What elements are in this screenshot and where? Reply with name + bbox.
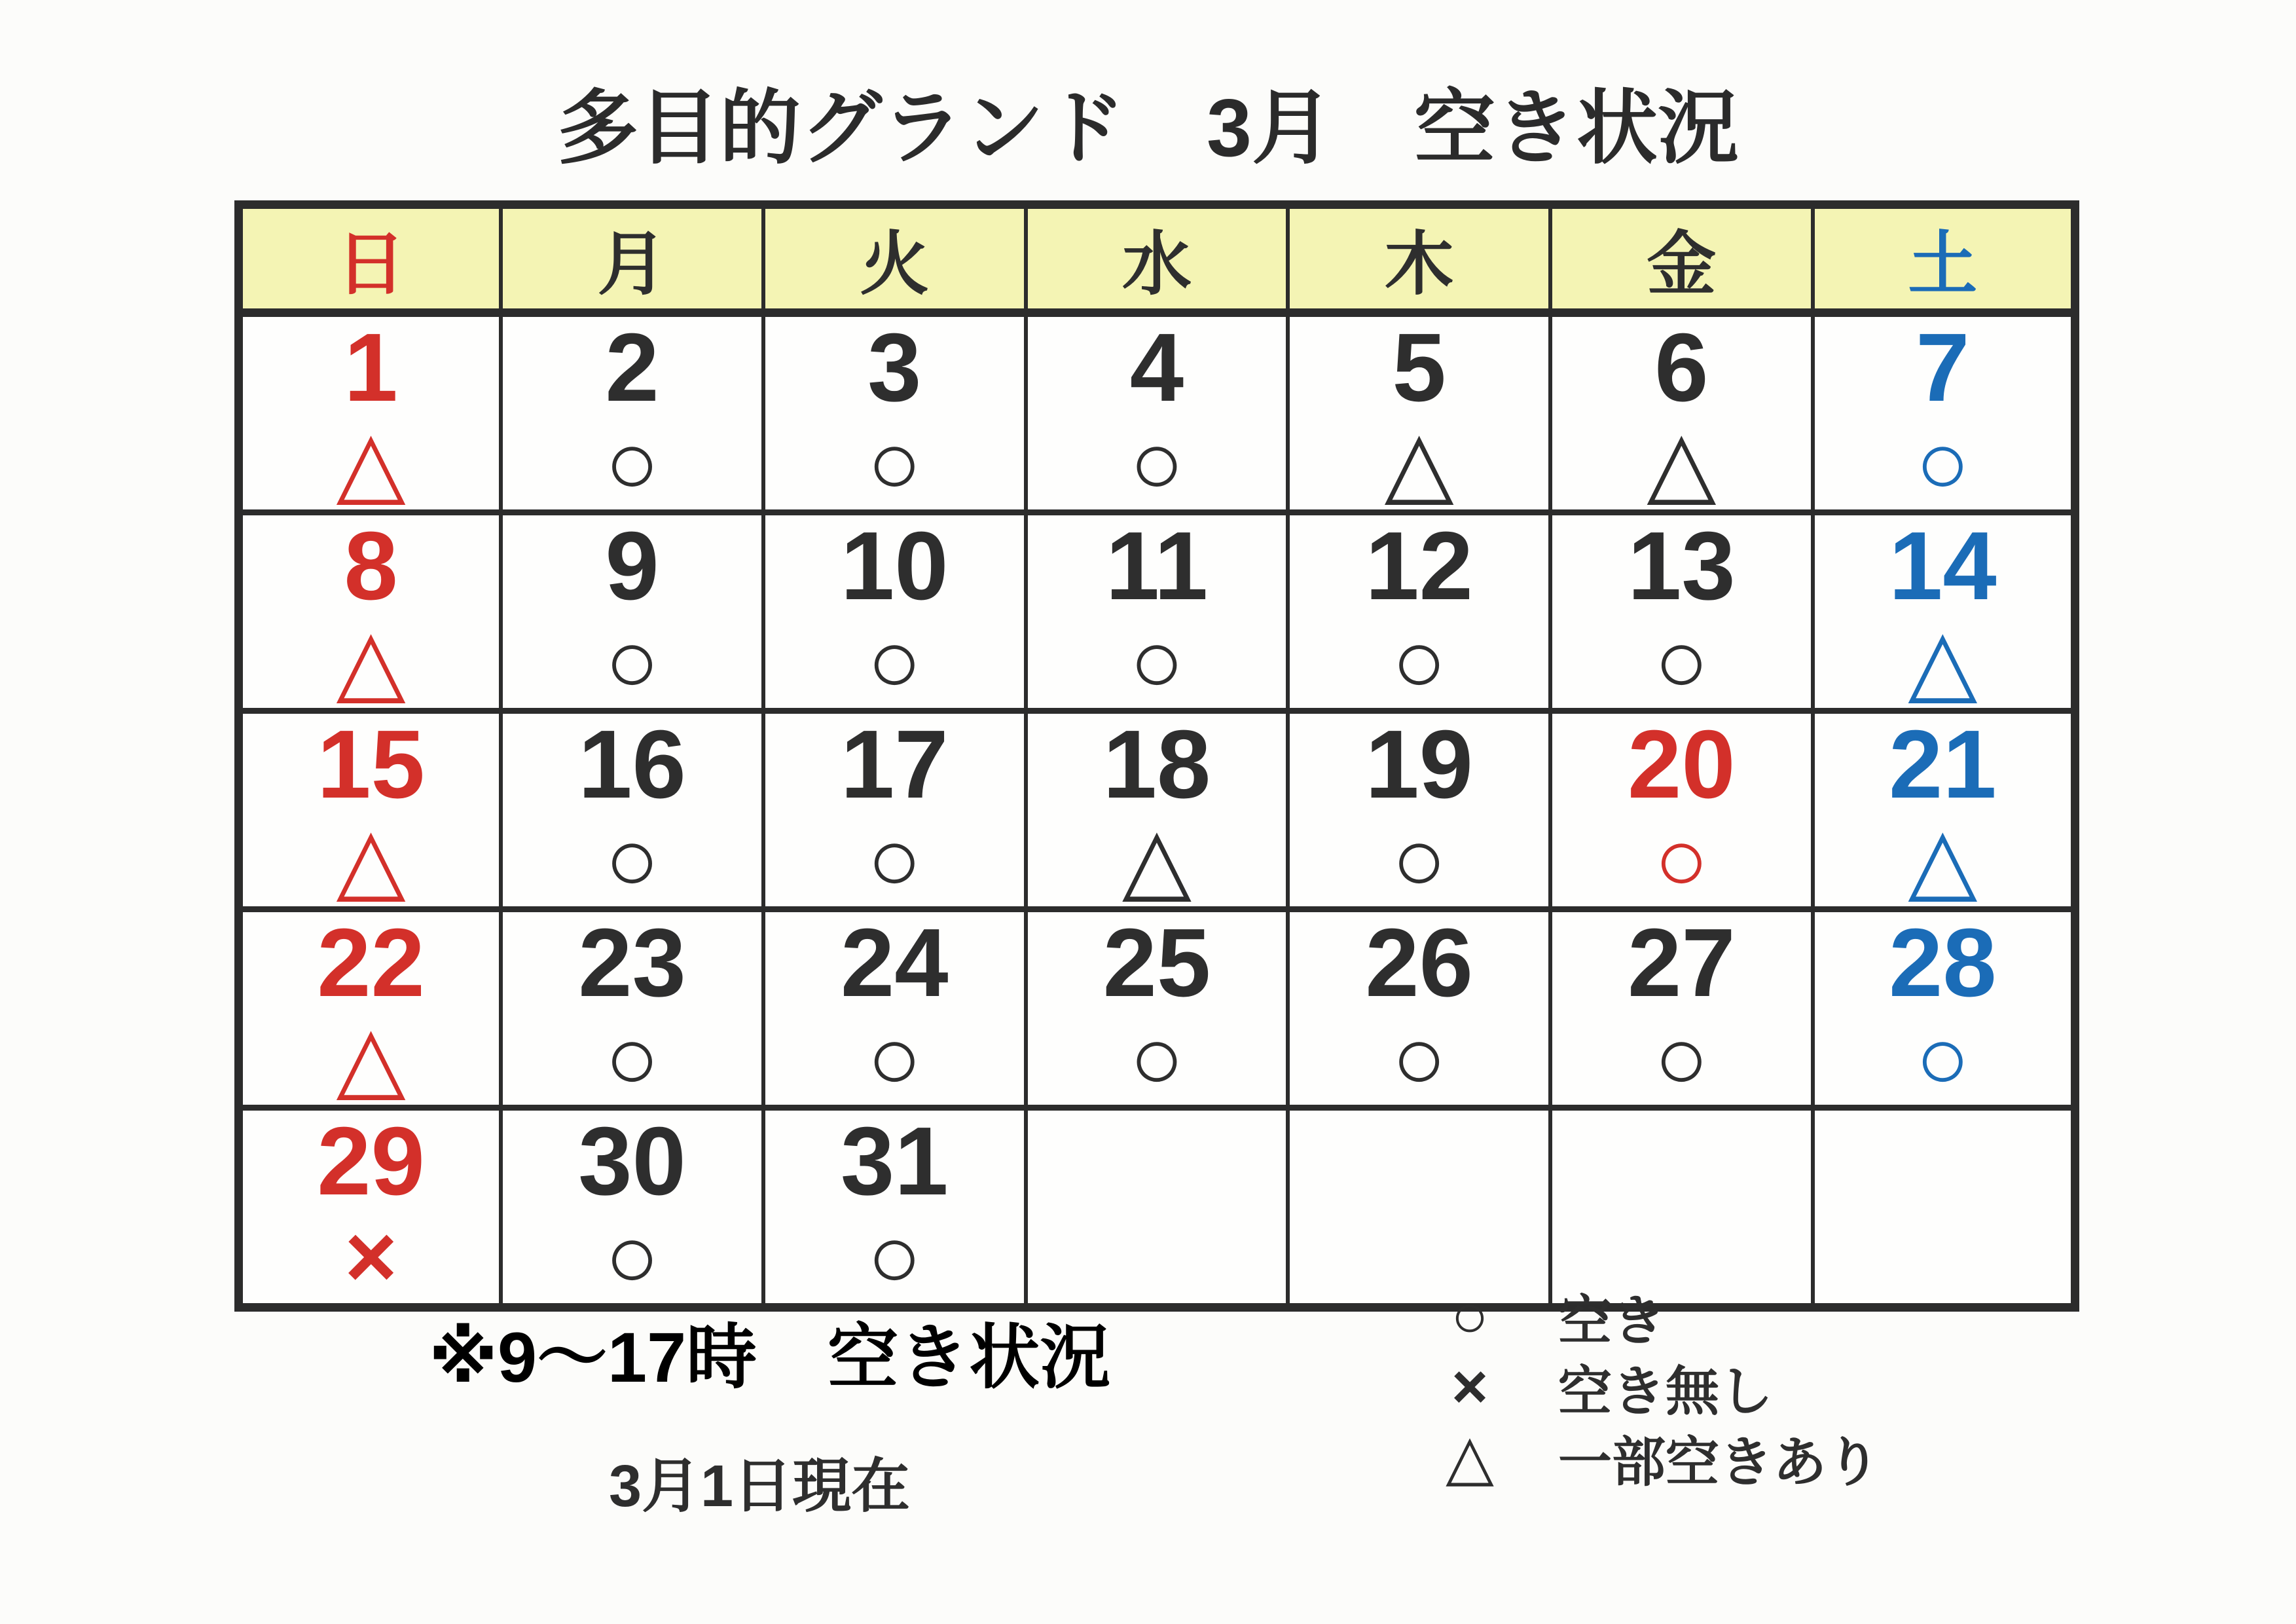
page-title: 多目的グランド 3月 空き状況 — [557, 83, 1739, 174]
week-row — [239, 910, 2075, 1108]
day-cell — [1288, 711, 1550, 910]
day-number: 24 — [840, 909, 949, 1018]
day-cell — [1550, 513, 1813, 711]
day-cell — [239, 711, 501, 910]
legend-label: 空き — [1558, 1291, 1666, 1351]
day-number: 28 — [1889, 909, 1997, 1018]
legend-symbol: △ — [1446, 1422, 1494, 1492]
availability-symbol: ○ — [604, 809, 660, 911]
availability-symbol: △ — [1384, 413, 1454, 514]
day-number: 4 — [1129, 314, 1184, 422]
legend-symbol: ○ — [1451, 1281, 1489, 1351]
day-cell — [239, 513, 501, 711]
day-cell — [239, 313, 501, 513]
day-number: 5 — [1392, 314, 1446, 422]
week-row — [239, 1108, 2075, 1308]
legend-item — [1421, 1422, 1880, 1493]
day-number: 20 — [1628, 710, 1736, 819]
availability-symbol: ○ — [867, 1008, 922, 1109]
calendar-body — [239, 313, 2075, 1308]
availability-symbol: ○ — [1391, 1008, 1447, 1109]
weekday-header: 金 — [1550, 205, 1813, 313]
day-cell — [1026, 513, 1288, 711]
legend — [1421, 1281, 1880, 1493]
day-number: 3 — [867, 314, 922, 422]
availability-symbol: ○ — [1654, 809, 1709, 911]
weekday-header: 木 — [1288, 205, 1550, 313]
availability-symbol: △ — [1121, 809, 1192, 911]
day-cell — [1813, 513, 2075, 711]
day-number: 25 — [1102, 909, 1211, 1018]
availability-symbol: ○ — [604, 1008, 660, 1109]
weekday-header: 水 — [1026, 205, 1288, 313]
day-cell — [239, 1108, 501, 1308]
availability-symbol: ○ — [1129, 1008, 1184, 1109]
day-number: 8 — [344, 512, 398, 621]
day-cell — [1550, 711, 1813, 910]
day-cell — [501, 313, 763, 513]
day-number: 6 — [1654, 314, 1709, 422]
day-cell — [763, 1108, 1026, 1308]
day-number: 10 — [840, 512, 949, 621]
weekday-header-row — [239, 205, 2075, 313]
weekday-header: 土 — [1813, 205, 2075, 313]
weekday-header: 火 — [763, 205, 1026, 313]
day-cell — [1288, 313, 1550, 513]
day-cell — [1550, 910, 1813, 1108]
day-cell — [1026, 910, 1288, 1108]
day-cell — [763, 313, 1026, 513]
day-number: 1 — [344, 314, 398, 422]
availability-symbol: × — [344, 1206, 397, 1308]
day-cell — [1813, 711, 2075, 910]
day-cell — [239, 910, 501, 1108]
availability-calendar — [234, 200, 2079, 1312]
availability-symbol: ○ — [1654, 611, 1709, 712]
availability-symbol: ○ — [1129, 611, 1184, 712]
week-row — [239, 711, 2075, 910]
day-number: 16 — [578, 710, 686, 819]
day-number: 13 — [1628, 512, 1736, 621]
day-number: 17 — [840, 710, 949, 819]
day-number: 22 — [317, 909, 425, 1018]
day-cell — [1288, 910, 1550, 1108]
availability-symbol: ○ — [604, 611, 660, 712]
day-cell — [1550, 313, 1813, 513]
availability-symbol: ○ — [1391, 809, 1447, 911]
day-cell — [1813, 313, 2075, 513]
legend-symbol: × — [1451, 1352, 1489, 1422]
availability-symbol: △ — [336, 1008, 406, 1109]
day-number: 29 — [317, 1107, 425, 1216]
availability-symbol: △ — [336, 809, 406, 911]
availability-symbol: ○ — [867, 1206, 922, 1308]
legend-label: 一部空きあり — [1558, 1432, 1881, 1492]
day-cell — [763, 513, 1026, 711]
day-number: 18 — [1102, 710, 1211, 819]
legend-item — [1421, 1281, 1880, 1352]
day-number: 9 — [605, 512, 659, 621]
day-number: 30 — [578, 1107, 686, 1216]
availability-symbol: ○ — [867, 413, 922, 514]
day-cell — [1288, 1108, 1550, 1308]
availability-symbol: ○ — [1915, 413, 1971, 514]
day-number: 21 — [1889, 710, 1997, 819]
day-cell — [1026, 711, 1288, 910]
day-cell — [501, 513, 763, 711]
day-number: 2 — [605, 314, 659, 422]
day-cell — [501, 711, 763, 910]
availability-symbol: ○ — [604, 1206, 660, 1308]
day-number: 15 — [317, 710, 425, 819]
availability-symbol: △ — [1647, 413, 1717, 514]
day-cell — [1026, 1108, 1288, 1308]
day-number: 31 — [840, 1107, 949, 1216]
day-number: 14 — [1889, 512, 1997, 621]
day-number: 27 — [1628, 909, 1736, 1018]
day-cell — [763, 910, 1026, 1108]
weekday-header: 日 — [239, 205, 501, 313]
day-number: 19 — [1365, 710, 1473, 819]
day-number: 23 — [578, 909, 686, 1018]
day-number: 7 — [1916, 314, 1970, 422]
availability-symbol: ○ — [1129, 413, 1184, 514]
availability-symbol: △ — [336, 611, 406, 712]
day-cell — [1813, 1108, 2075, 1308]
day-number: 12 — [1365, 512, 1473, 621]
legend-label: 空き無し — [1558, 1361, 1774, 1422]
as-of-date: 3月1日現在 — [609, 1454, 911, 1519]
day-number: 11 — [1105, 512, 1209, 621]
availability-symbol: ○ — [1391, 611, 1447, 712]
availability-symbol: △ — [1908, 611, 1978, 712]
day-cell — [501, 910, 763, 1108]
availability-symbol: △ — [336, 413, 406, 514]
legend-item — [1421, 1352, 1880, 1422]
day-number: 26 — [1365, 909, 1473, 1018]
week-row — [239, 313, 2075, 513]
footnote-hours: ※9〜17時 空き状況 — [429, 1318, 1111, 1397]
availability-symbol: ○ — [867, 611, 922, 712]
day-cell — [1026, 313, 1288, 513]
week-row — [239, 513, 2075, 711]
availability-symbol: ○ — [1654, 1008, 1709, 1109]
availability-symbol: ○ — [604, 413, 660, 514]
day-cell — [763, 711, 1026, 910]
day-cell — [1288, 513, 1550, 711]
availability-symbol: ○ — [867, 809, 922, 911]
weekday-header: 月 — [501, 205, 763, 313]
availability-symbol: △ — [1908, 809, 1978, 911]
availability-symbol: ○ — [1915, 1008, 1971, 1109]
day-cell — [1813, 910, 2075, 1108]
day-cell — [501, 1108, 763, 1308]
